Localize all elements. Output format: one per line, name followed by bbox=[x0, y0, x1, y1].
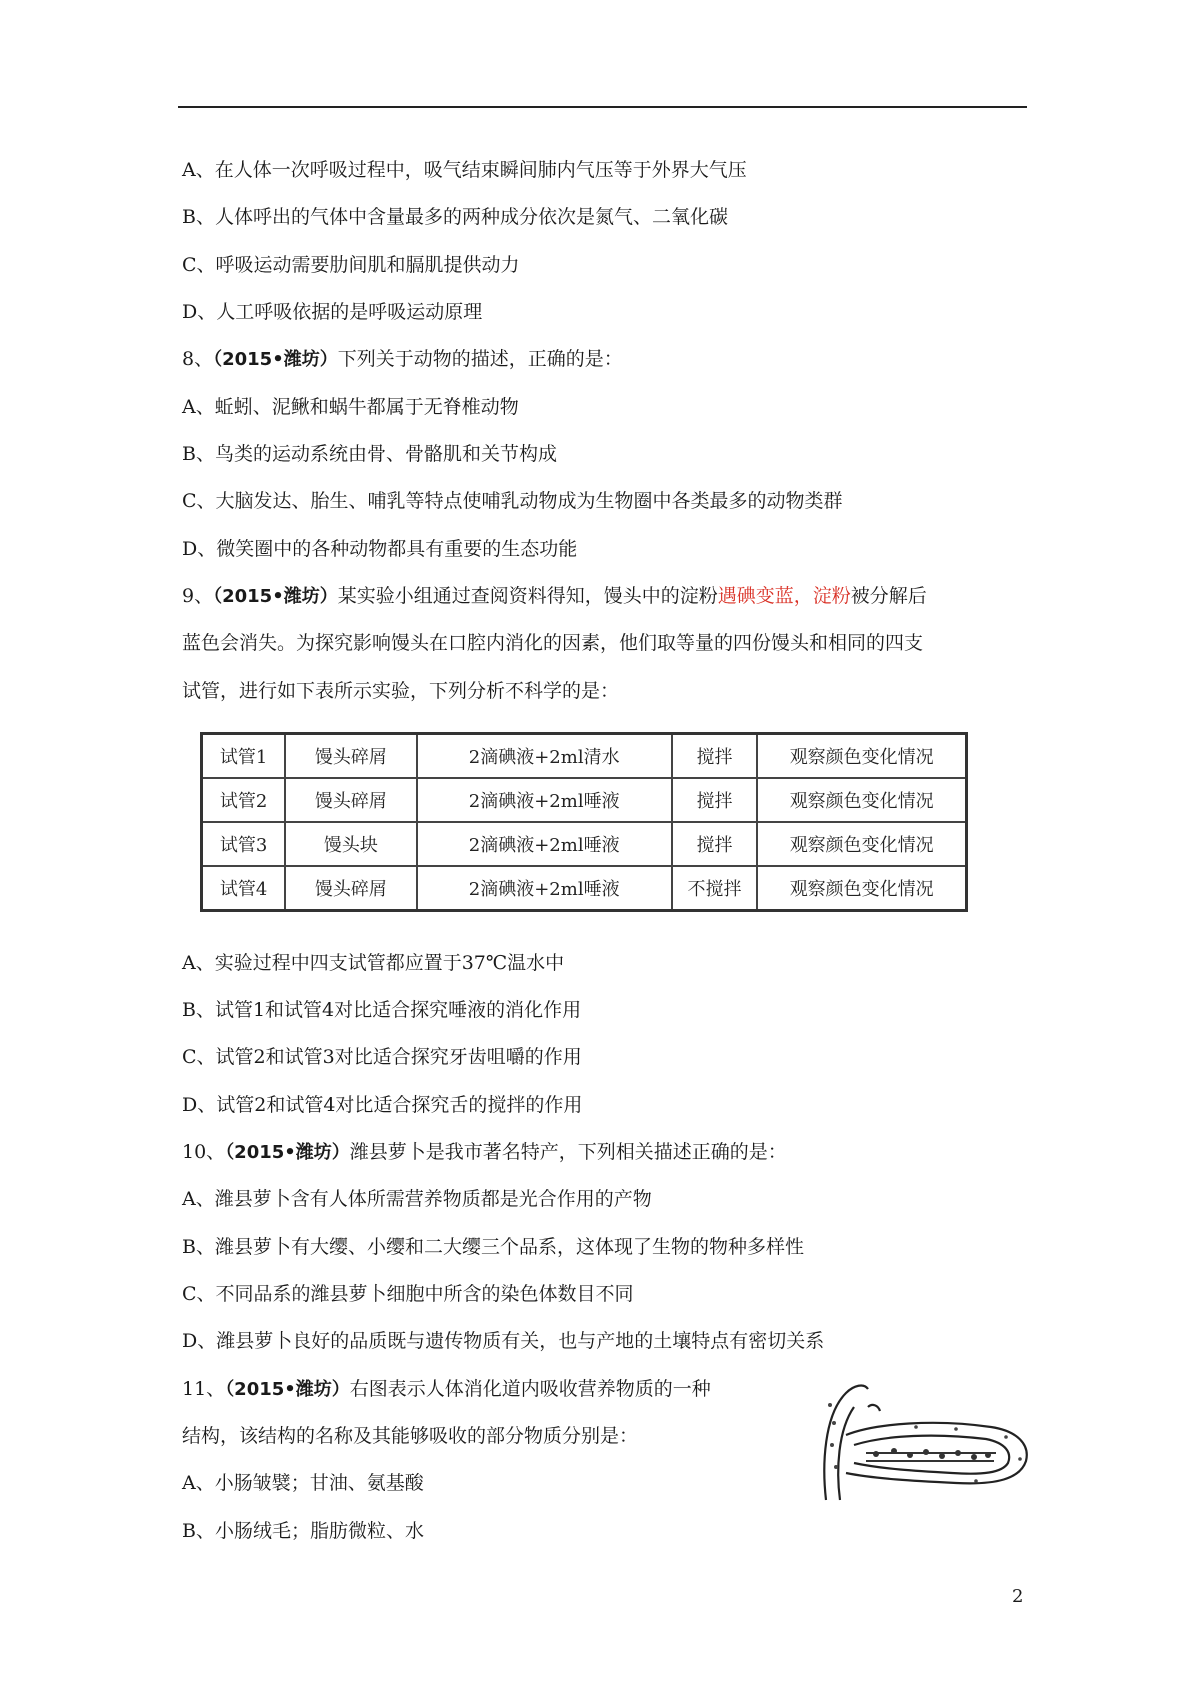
table-cell: 搅拌 bbox=[672, 778, 758, 822]
question-9-number: 9、 bbox=[182, 585, 214, 607]
prev-option-a: A、在人体一次呼吸过程中，吸气结束瞬间肺内气压等于外界大气压 bbox=[182, 159, 747, 181]
q9-option-b: B、试管1和试管4对比适合探究唾液的消化作用 bbox=[182, 999, 582, 1021]
question-11-number: 11、 bbox=[182, 1378, 226, 1400]
table-cell: 观察颜色变化情况 bbox=[757, 822, 966, 866]
table-row bbox=[202, 734, 967, 779]
table-cell: 2滴碘液+2ml唾液 bbox=[417, 778, 672, 822]
table-cell: 试管4 bbox=[202, 866, 286, 911]
table-cell: 2滴碘液+2ml唾液 bbox=[417, 866, 672, 911]
table-cell: 观察颜色变化情况 bbox=[757, 866, 966, 911]
question-10-source: （2015•潍坊） bbox=[225, 1142, 350, 1163]
question-9-text-2: 被分解后 bbox=[850, 585, 927, 607]
question-8-stem bbox=[182, 346, 623, 373]
question-9-text-1: 某实验小组通过查阅资料得知，馒头中的淀粉 bbox=[337, 585, 718, 607]
question-8-number: 8、 bbox=[182, 348, 214, 370]
q9-option-a: A、实验过程中四支试管都应置于37℃温水中 bbox=[182, 952, 565, 974]
table-row bbox=[202, 866, 967, 911]
q8-option-c: C、大脑发达、胎生、哺乳等特点使哺乳动物成为生物圈中各类最多的动物类群 bbox=[182, 490, 843, 512]
question-9-stem bbox=[182, 583, 927, 610]
table-cell: 搅拌 bbox=[672, 734, 758, 779]
table-cell: 试管3 bbox=[202, 822, 286, 866]
experiment-table bbox=[200, 732, 968, 912]
question-9-stem-line2: 蓝色会消失。为探究影响馒头在口腔内消化的因素，他们取等量的四份馒头和相同的四支 bbox=[182, 632, 924, 654]
question-8-text: 下列关于动物的描述，正确的是： bbox=[337, 348, 623, 370]
table-cell: 观察颜色变化情况 bbox=[757, 734, 966, 779]
question-10-stem bbox=[182, 1139, 787, 1166]
q10-option-b: B、潍县萝卜有大缨、小缨和二大缨三个品系，这体现了生物的物种多样性 bbox=[182, 1236, 804, 1258]
table-row bbox=[202, 778, 967, 822]
table-cell: 2滴碘液+2ml唾液 bbox=[417, 822, 672, 866]
question-9-stem-line3: 试管，进行如下表所示实验，下列分析不科学的是： bbox=[182, 680, 620, 702]
q10-option-c: C、不同品系的潍县萝卜细胞中所含的染色体数目不同 bbox=[182, 1283, 634, 1305]
question-11-source: （2015•潍坊） bbox=[225, 1379, 350, 1400]
page-number: 2 bbox=[1012, 1586, 1024, 1607]
table-cell: 试管1 bbox=[202, 734, 286, 779]
prev-option-d: D、人工呼吸依据的是呼吸运动原理 bbox=[182, 301, 483, 323]
question-9-source: （2015•潍坊） bbox=[213, 586, 338, 607]
question-10-number: 10、 bbox=[182, 1141, 226, 1163]
table-cell: 搅拌 bbox=[672, 822, 758, 866]
question-8-source: （2015•潍坊） bbox=[213, 349, 338, 370]
question-10-text: 潍县萝卜是我市著名特产，下列相关描述正确的是： bbox=[349, 1141, 787, 1163]
table-cell: 馒头碎屑 bbox=[285, 734, 416, 779]
q10-option-d: D、潍县萝卜良好的品质既与遗传物质有关，也与产地的土壤特点有密切关系 bbox=[182, 1330, 825, 1352]
q9-option-d: D、试管2和试管4对比适合探究舌的搅拌的作用 bbox=[182, 1094, 583, 1116]
table-cell: 观察颜色变化情况 bbox=[757, 778, 966, 822]
prev-option-c: C、呼吸运动需要肋间肌和膈肌提供动力 bbox=[182, 254, 520, 276]
q8-option-a: A、蚯蚓、泥鳅和蜗牛都属于无脊椎动物 bbox=[182, 396, 519, 418]
table-row bbox=[202, 822, 967, 866]
table-cell: 2滴碘液+2ml清水 bbox=[417, 734, 672, 779]
q10-option-a: A、潍县萝卜含有人体所需营养物质都是光合作用的产物 bbox=[182, 1188, 652, 1210]
header-rule bbox=[178, 106, 1027, 108]
table-cell: 馒头碎屑 bbox=[285, 866, 416, 911]
table-cell: 试管2 bbox=[202, 778, 286, 822]
table-cell: 馒头碎屑 bbox=[285, 778, 416, 822]
q8-option-b: B、鸟类的运动系统由骨、骨骼肌和关节构成 bbox=[182, 443, 557, 465]
prev-option-b: B、人体呼出的气体中含量最多的两种成分依次是氮气、二氧化碳 bbox=[182, 206, 728, 228]
question-11-stem bbox=[182, 1376, 711, 1403]
q11-option-b: B、小肠绒毛；脂肪微粒、水 bbox=[182, 1520, 424, 1542]
question-11-stem-line2: 结构，该结构的名称及其能够吸收的部分物质分别是： bbox=[182, 1425, 639, 1447]
q11-option-a: A、小肠皱襞；甘油、氨基酸 bbox=[182, 1472, 424, 1494]
question-11-text: 右图表示人体消化道内吸收营养物质的一种 bbox=[349, 1378, 711, 1400]
table-cell: 不搅拌 bbox=[672, 866, 758, 911]
q8-option-d: D、微笑圈中的各种动物都具有重要的生态功能 bbox=[182, 538, 578, 560]
q9-option-c: C、试管2和试管3对比适合探究牙齿咀嚼的作用 bbox=[182, 1046, 582, 1068]
table-cell: 馒头块 bbox=[285, 822, 416, 866]
question-9-highlight: 遇碘变蓝，淀粉 bbox=[717, 585, 851, 607]
intestinal-villus-figure bbox=[806, 1375, 1036, 1510]
